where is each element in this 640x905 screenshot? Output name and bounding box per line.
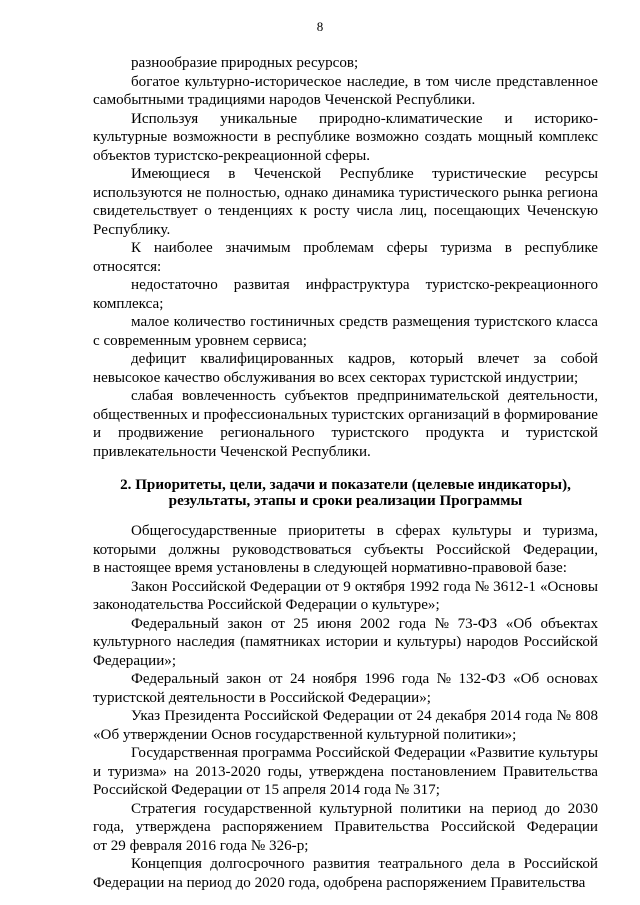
paragraph <box>93 707 598 744</box>
text-line: разнообразие природных ресурсов; <box>131 55 359 71</box>
text-line: Республику. <box>93 221 171 238</box>
paragraph <box>93 350 598 387</box>
text-line: культурные возможности в республике возможно создать мощный комплекс <box>93 129 598 145</box>
paragraph <box>93 522 598 578</box>
paragraph <box>93 313 598 350</box>
paragraph <box>93 800 598 856</box>
text-line: Концепция долгосрочного развития театрального дела в Российской <box>131 856 598 872</box>
body-text-before-heading <box>93 54 598 461</box>
paragraph <box>93 578 598 615</box>
text-line: Стратегия государственной культурной политики на период до 2030 <box>131 800 598 817</box>
text-line: привлекательности Чеченской Республики. <box>93 443 371 460</box>
text-line: невысокое качество обслуживания во всех секторах туристской индустрии; <box>93 369 579 386</box>
text-line: в настоящее время установлены в следующей нормативно-правовой базе: <box>93 560 567 576</box>
text-line: года, утверждена распоряжением Правительства Российской Федерации <box>93 819 598 835</box>
text-line: туристской деятельности в Российской Федерации»; <box>93 689 431 706</box>
text-line: относятся: <box>93 258 162 275</box>
text-line: Общегосударственные приоритеты в сферах культуры и туризма, <box>131 523 598 539</box>
text-line: от 29 февраля 2016 года № 326-р; <box>93 837 309 854</box>
text-line: слабая вовлеченность субъектов предпринимательской деятельности, <box>131 388 598 404</box>
text-line: законодательства Российской Федерации о культуре»; <box>93 597 440 613</box>
text-line: Государственная программа Российской Федерации «Развитие культуры <box>131 745 598 761</box>
text-line: Имеющиеся в Чеченской Республике туристические ресурсы <box>131 166 598 182</box>
text-line: используются не полностью, однако динамика туристического рынка региона <box>93 184 598 201</box>
text-line: Федеральный закон от 25 июня 2002 года № 73-ФЗ «Об объектах <box>131 615 598 632</box>
text-line: и туризма» на 2013-2020 годы, утверждена постановлением Правительства <box>93 763 598 780</box>
text-line: общественных и профессиональных туристских организаций в формирование <box>93 406 598 423</box>
text-line: дефицит квалифицированных кадров, который влечет за собой <box>131 351 598 367</box>
text-line: культурного наследия (памятниках истории и культуры) народов Российской <box>93 634 598 650</box>
text-line: свидетельствует о тенденциях к росту числа лиц, посещающих Чеченскую <box>93 203 598 219</box>
paragraph <box>93 744 598 800</box>
section-heading <box>93 478 598 509</box>
paragraph <box>93 670 598 707</box>
text-line: объектов туристско-рекреационной сферы. <box>93 147 371 164</box>
text-line: Закон Российской Федерации от 9 октября 1992 года № 3612-1 «Основы <box>131 578 598 595</box>
text-line: К наиболее значимым проблемам сферы туризма в республике <box>131 240 598 256</box>
text-line: малое количество гостиничных средств размещения туристского класса <box>131 314 598 330</box>
section-heading-line: 2. Приоритеты, цели, задачи и показатели (целевые индикаторы), <box>120 477 571 493</box>
paragraph <box>93 73 598 110</box>
text-line: Федерации на период до 2020 года, одобрена распоряжением Правительства <box>93 874 586 891</box>
paragraph <box>93 165 598 239</box>
paragraph <box>93 54 598 73</box>
paragraph <box>93 615 598 671</box>
text-line: Указ Президента Российской Федерации от 24 декабря 2014 года № 808 <box>131 708 598 724</box>
text-line: «Об утверждении Основ государственной культурной политики»; <box>93 726 517 743</box>
text-line: с современным уровнем сервиса; <box>93 332 307 349</box>
text-line: Используя уникальные природно-климатические и историко- <box>131 110 598 127</box>
text-line: богатое культурно-историческое наследие, в том числе представленное <box>131 73 598 90</box>
text-line: недостаточно развитая инфраструктура туристско-рекреационного <box>131 277 598 293</box>
text-line: комплекса; <box>93 295 164 312</box>
paragraph <box>93 387 598 461</box>
paragraph <box>93 239 598 276</box>
text-line: Федерации»; <box>93 652 177 669</box>
page-number: 8 <box>316 19 324 34</box>
text-line: которыми должны руководствоваться субъекты Российской Федерации, <box>93 541 598 558</box>
paragraph <box>93 855 598 892</box>
page-body <box>93 54 598 892</box>
text-line: Федеральный закон от 24 ноября 1996 года № 132-ФЗ «Об основах <box>131 671 598 687</box>
text-line: самобытными традициями народов Чеченской Республики. <box>93 92 476 108</box>
body-text-after-heading <box>93 522 598 892</box>
paragraph <box>93 276 598 313</box>
paragraph <box>93 110 598 166</box>
section-heading-line: результаты, этапы и сроки реализации Программы <box>168 492 523 509</box>
text-line: Российской Федерации от 15 апреля 2014 года № 317; <box>93 782 440 798</box>
text-line: и продвижение регионального туристского продукта и туристской <box>93 425 598 441</box>
